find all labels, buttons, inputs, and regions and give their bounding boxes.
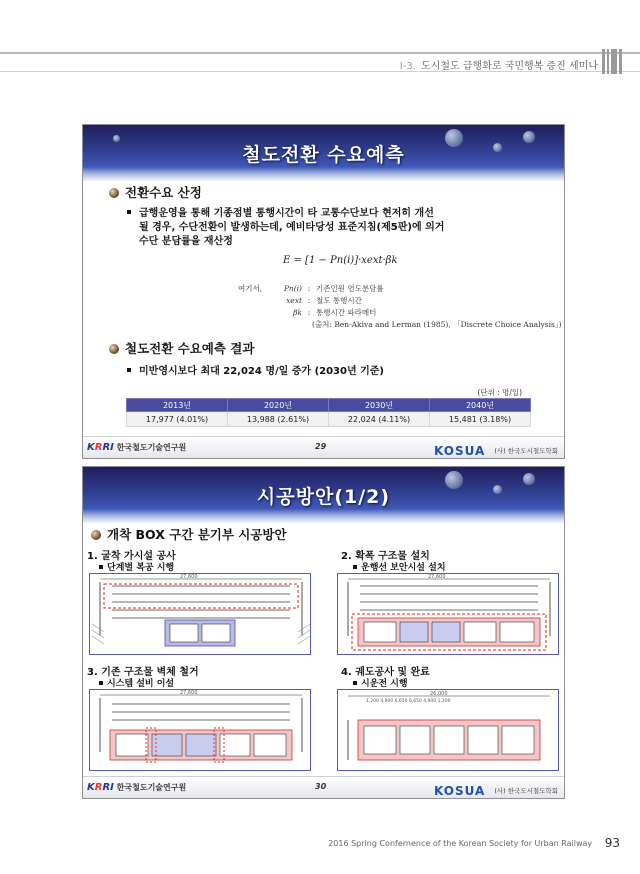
demand-table — [126, 398, 531, 427]
defs-intro: 여기서, — [238, 284, 263, 293]
formula-definitions — [238, 283, 562, 331]
slide-page-number: 30 — [315, 782, 327, 791]
table-cell: 22,024 (4.11%) — [329, 412, 430, 427]
slide-footer — [83, 436, 564, 458]
panel-title: 4. 궤도공사 및 완료 — [341, 667, 430, 678]
dimension-label: 27,600 — [180, 574, 198, 580]
page-header — [0, 49, 640, 77]
table-header: 2040년 — [430, 399, 531, 412]
slide-page-number: 29 — [315, 442, 327, 451]
def-colon: : — [307, 296, 311, 305]
bullet-heading — [109, 339, 254, 357]
table-header: 2030년 — [329, 399, 430, 412]
kosua-logo — [434, 440, 558, 459]
table-cell: 15,481 (3.18%) — [430, 412, 531, 427]
kosua-org: (사) 한국도시철도학회 — [494, 447, 558, 455]
table-row — [127, 412, 531, 427]
bullet-dot-icon — [91, 530, 101, 540]
bullet-heading-text: 전환수요 산정 — [125, 185, 202, 200]
panel-title: 2. 확폭 구조물 설치 — [341, 551, 430, 562]
square-bullet-icon — [127, 210, 131, 214]
kosua-logo — [434, 780, 558, 799]
drawing-widening — [337, 573, 559, 655]
bullet-text — [127, 365, 384, 379]
def-symbol: βk — [293, 308, 302, 317]
kosua-org: (사) 한국도시철도학회 — [494, 787, 558, 795]
header-section: Ⅰ-3. — [399, 61, 416, 72]
panel-title: 1. 굴착 가시설 공사 — [87, 551, 176, 562]
panel-sub-text: 단계별 복공 시행 — [107, 563, 175, 573]
table-header: 2013년 — [127, 399, 228, 412]
def-symbol: Pn(i) — [283, 284, 302, 293]
dimension-label: 26,000 — [430, 691, 448, 697]
def-colon: : — [307, 284, 311, 293]
text-line: 급행운영을 통해 기종점별 통행시간이 타 교통수단보다 현저히 개선 — [139, 208, 434, 219]
panel-sub — [99, 560, 174, 573]
bullet-dot-icon — [109, 344, 119, 354]
panel-sub-text: 시스템 설비 이설 — [107, 679, 175, 689]
def-desc: 철도 통행시간 — [316, 296, 362, 305]
panel-title: 3. 기존 구조물 벽체 철거 — [87, 667, 199, 678]
slide-title-bar — [83, 467, 564, 523]
dimension-label: 27,600 — [428, 574, 446, 580]
bullet-heading-text: 철도전환 수요예측 결과 — [125, 341, 255, 356]
bullet-heading — [91, 525, 287, 543]
slide-title: 철도전환 수요예측 — [242, 144, 405, 166]
formula: E = [1 − Pn(i)]·xext·βk — [283, 255, 398, 266]
header-bars — [602, 49, 626, 74]
page-number: 93 — [604, 836, 620, 850]
square-bullet-icon — [99, 565, 103, 569]
krri-name: 한국철도기술연구원 — [116, 783, 187, 792]
result-text: 미반영시보다 최대 22,024 명/일 증가 (2030년 기준) — [139, 366, 385, 377]
table-unit: (단위 : 명/일) — [477, 388, 522, 397]
drawing-track-completion — [337, 689, 559, 771]
slide-title-bar — [83, 125, 564, 181]
bullet-heading-text: 개착 BOX 구간 분기부 시공방안 — [107, 527, 287, 542]
slide-footer — [83, 776, 564, 798]
bullet-dot-icon — [109, 188, 119, 198]
text-line: 수단 분담률을 재산정 — [139, 236, 233, 247]
square-bullet-icon — [99, 681, 103, 685]
header-title — [400, 57, 598, 72]
table-header: 2020년 — [228, 399, 329, 412]
krri-name: 한국철도기술연구원 — [116, 443, 187, 452]
bullet-text — [127, 207, 557, 249]
panel-sub — [353, 560, 446, 573]
slide-construction-plan — [82, 466, 565, 799]
header-rule — [0, 52, 640, 54]
krri-logo: KRRI 한국철도기술연구원 — [87, 442, 187, 453]
table-cell: 13,988 (2.61%) — [228, 412, 329, 427]
panel-sub — [99, 676, 174, 689]
page-footer — [328, 836, 620, 850]
text-line: 될 경우, 수단전환이 발생하는데, 예비타당성 표준지침(제5판)에 의거 — [139, 222, 445, 233]
conference-name: 2016 Spring Confernence of the Korean Society for Urban Railway — [328, 839, 593, 848]
panel-sub-text: 시운전 시행 — [361, 679, 408, 689]
slide-title: 시공방안(1/2) — [256, 486, 391, 508]
krri-logo: KRRI 한국철도기술연구원 — [87, 782, 187, 793]
kosua-mark: KOSUA — [433, 784, 486, 798]
table-header-row — [127, 399, 531, 412]
def-symbol: xext — [286, 296, 302, 305]
slide-demand-forecast — [82, 124, 565, 459]
panel-sub — [353, 676, 408, 689]
def-source: (출처: Ben-Akiva and Lerman (1985), 「Discrete Choice Analysis」) — [312, 320, 562, 329]
panel-sub-text: 운행선 보안시설 설치 — [361, 563, 446, 573]
def-colon: : — [307, 308, 311, 317]
drawing-wall-removal — [89, 689, 311, 771]
header-title-text: 도시철도 급행화로 국민행복 증진 세미나 — [421, 61, 598, 72]
table-cell: 17,977 (4.01%) — [127, 412, 228, 427]
square-bullet-icon — [353, 565, 357, 569]
drawing-excavation — [89, 573, 311, 655]
square-bullet-icon — [353, 681, 357, 685]
dimension-label: 1,200 4,900 6,650 6,650 4,900 1,200 — [366, 699, 451, 704]
def-desc: 통행시간 파라메터 — [316, 308, 377, 317]
kosua-mark: KOSUA — [433, 444, 486, 458]
def-desc: 기존인원 연도분담률 — [316, 284, 384, 293]
dimension-label: 27,600 — [180, 690, 198, 696]
square-bullet-icon — [127, 368, 131, 372]
bullet-heading — [109, 183, 202, 201]
